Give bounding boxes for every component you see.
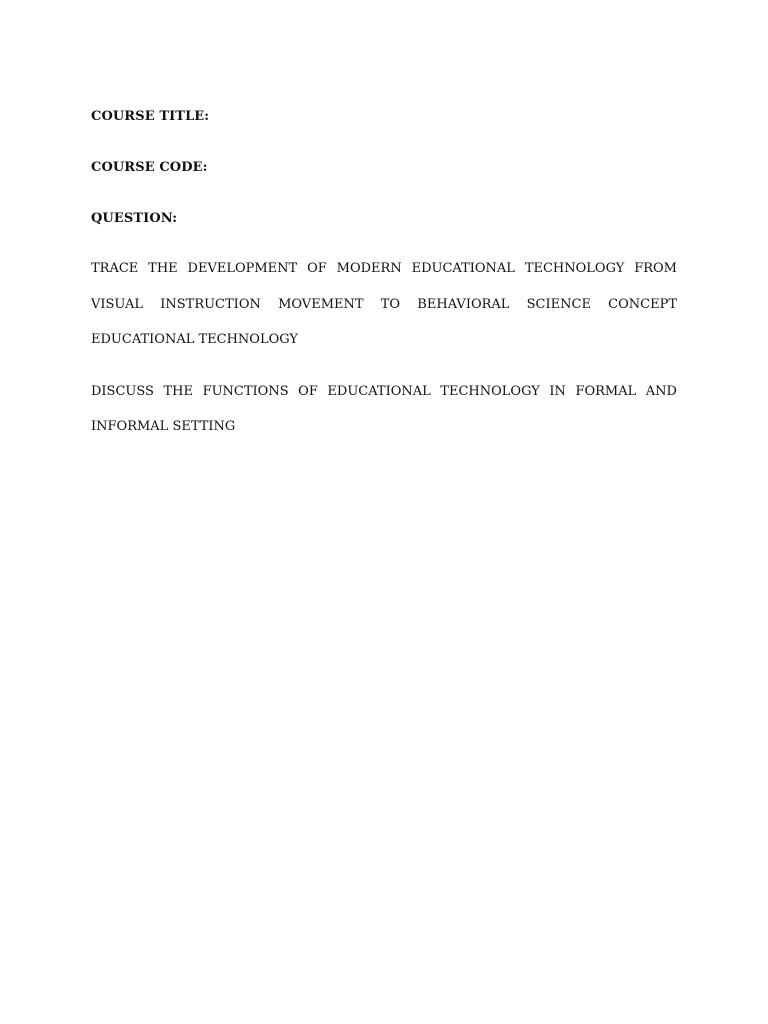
course-title-label: COURSE TITLE: <box>91 109 210 124</box>
question-paragraph-1: TRACE THE DEVELOPMENT OF MODERN EDUCATIONAL TECHNOLOGY FROM VISUAL INSTRUCTION MOVEMENT TO BEHAVIORAL SCIENCE CONCEPT EDUCATIONAL TECHNOLOGY <box>91 261 677 347</box>
document-body <box>91 107 677 445</box>
question-paragraph-2: DISCUSS THE FUNCTIONS OF EDUCATIONAL TECHNOLOGY IN FORMAL AND INFORMAL SETTING <box>91 383 677 434</box>
question-label: QUESTION: <box>91 211 178 226</box>
course-code-label: COURSE CODE: <box>91 160 208 175</box>
